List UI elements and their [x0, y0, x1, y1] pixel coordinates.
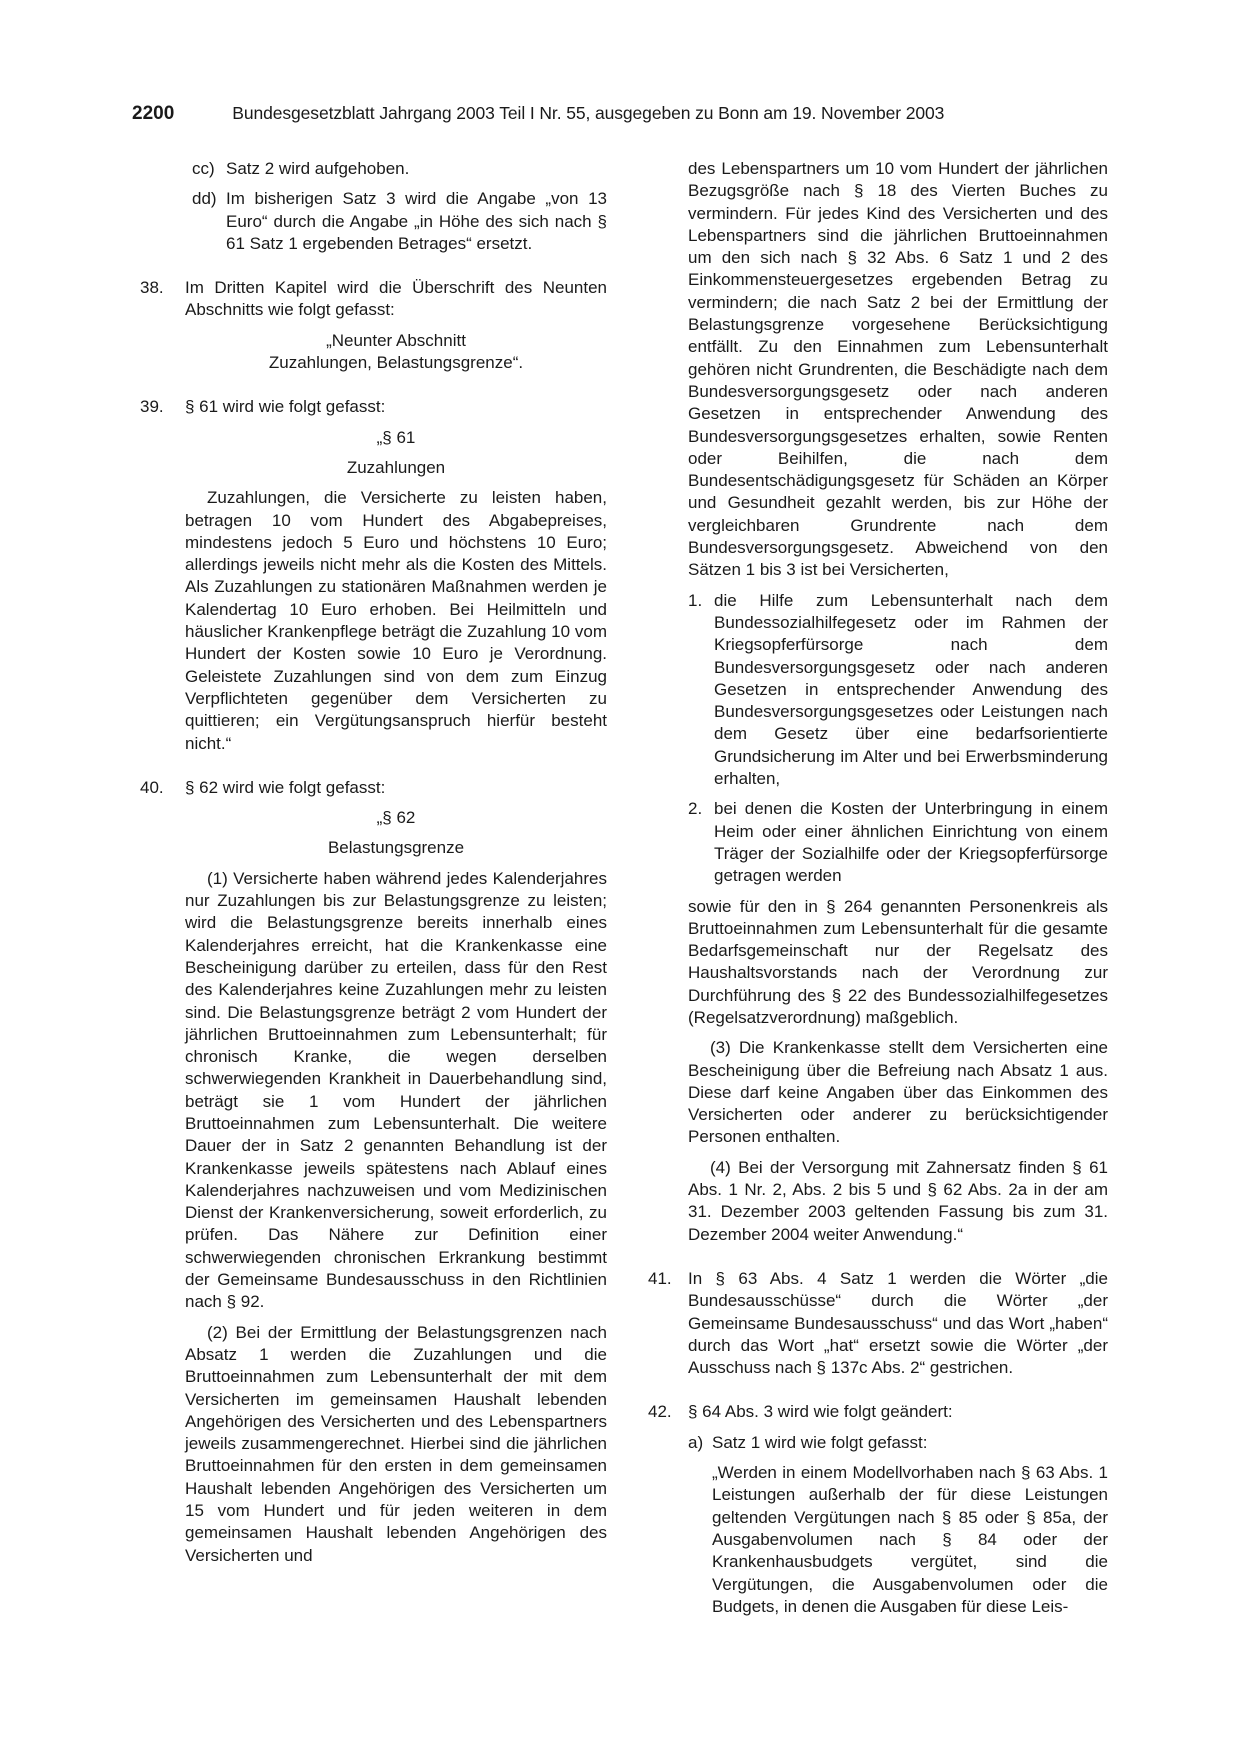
item-number: 41.	[648, 1268, 672, 1288]
item-number: 38.	[140, 278, 164, 298]
section-number: „§ 61	[376, 427, 416, 447]
item-42	[648, 1401, 1108, 1423]
quote-line-2: Zuzahlungen, Belastungsgrenze“.	[268, 353, 524, 373]
section-title: Zuzahlungen	[346, 457, 446, 477]
list-text: die Hilfe zum Lebensunterhalt nach dem Bundessozialhilfegesetz oder im Rahmen der Kriegsopferfürsorge nach dem Bundesversorgungsgesetz oder nach anderen Gesetzen in entsprechender Anwendung des Bundesversorgungsgesetzes oder Leistungen nach dem Gesetz über eine bedarfsorientierte Grundsicherung im Alter und bei Erwerbsminderung erhalten,	[714, 590, 1108, 789]
paragraph-2: (2) Bei der Ermittlung der Belastungsgrenzen nach Absatz 1 werden die Zuzahlungen und die Bruttoeinnahmen zum Lebensunterhalt der mit dem Versicherten im gemeinsamen Haushalt lebenden Angehörigen des Versicherten und des Lebenspartners jeweils zusammengerechnet. Hierbei sind die jährlichen Bruttoeinnahmen für den ersten in dem gemeinsamen Haushalt lebenden Angehörigen des Versicherten um 15 vom Hundert und für jeden weiteren in dem gemeinsamen Haushalt lebenden Angehörigen des Versicherten und	[185, 1322, 607, 1565]
item-text: Satz 1 wird wie folgt gefasst:	[712, 1432, 928, 1452]
list-item-2	[688, 798, 1108, 887]
left-column	[140, 158, 607, 1567]
item-41	[648, 1268, 1108, 1379]
right-column	[648, 158, 1108, 1618]
section-title: Belastungsgrenze	[327, 838, 465, 858]
paragraph-4: (4) Bei der Versorgung mit Zahnersatz finden § 61 Abs. 1 Nr. 2, Abs. 2 bis 5 und § 62 Abs. 2a in der am 31. Dezember 2003 geltenden Fassung bis zum 31. Dezember 2004 weiter Anwendung.“	[688, 1157, 1108, 1244]
item-text: Satz 2 wird aufgehoben.	[226, 159, 410, 178]
item-40	[140, 777, 607, 799]
list-number: 1.	[688, 590, 703, 610]
section-paragraph: Zuzahlungen, die Versicherte zu leisten haben, betragen 10 vom Hundert des Abgabepreises, mindestens jedoch 5 Euro und höchstens 10 Euro; allerdings jeweils nicht mehr als die Kosten des Mittels. Als Zuzahlungen zu stationären Maßnahmen werden je Kalendertag 10 Euro erhoben. Bei Heilmitteln und häuslicher Krankenpflege beträgt die Zuzahlung 10 vom Hundert der Kosten sowie 10 Euro je Verordnung. Geleistete Zuzahlungen sind von dem zum Einzug Verpflichteten gegenüber dem Versicherten zu quittieren; ein Vergütungsanspruch hierfür besteht nicht.“	[185, 488, 607, 753]
paragraph-3: (3) Die Krankenkasse stellt dem Versicherten eine Bescheinigung über die Befreiung nach Absatz 1 aus. Diese darf keine Angaben über das Einkommen des Versicherten oder anderer zu berücksichtigender Personen enthalten.	[688, 1038, 1108, 1147]
page-header	[132, 103, 1112, 133]
list-number: 2.	[688, 799, 703, 819]
item-number: 42.	[648, 1402, 672, 1422]
quoted-text: „Werden in einem Modellvorhaben nach § 63 Abs. 1 Leistungen außerhalb der für diese Leistungen geltenden Vergütungen nach § 85 oder § 85a, der Ausgabenvolumen nach § 84 oder der Krankenhausbudgets vergütet, sind die Vergütungen, die Ausgabenvolumen oder die Budgets, in denen die Ausgaben für diese Leis-	[712, 1463, 1108, 1616]
item-text: § 62 wird wie folgt gefasst:	[185, 777, 386, 797]
quoted-heading	[185, 330, 607, 375]
list-item-1	[688, 590, 1108, 791]
item-dd	[192, 188, 607, 255]
section-62	[185, 807, 607, 1567]
item-text: Im Dritten Kapitel wird die Überschrift des Neunten Abschnitts wie folgt gefasst:	[185, 278, 607, 320]
item-text: § 61 wird wie folgt gefasst:	[185, 397, 386, 417]
item-label: dd)	[192, 189, 217, 209]
item-39	[140, 396, 607, 418]
item-label: cc)	[192, 159, 215, 178]
list-text: bei denen die Kosten der Unterbringung in einem Heim oder einer ähnlichen Einrichtung von einem Träger der Sozialhilfe oder der Kriegsopferfürsorge getragen werden	[714, 799, 1108, 886]
continued-paragraph: des Lebenspartners um 10 vom Hundert der jährlichen Bezugsgröße nach § 18 des Vierten Buches zu vermindern. Für jedes Kind des Versicherten und des Lebenspartners sind die jährlichen Bruttoeinnahmen um den sich nach § 32 Abs. 6 Satz 1 und 2 des Einkommensteuergesetzes ergebenden Betrag zu vermindern; die nach Satz 2 bei der Ermittlung der Belastungsgrenze vorgesehene Berücksichtigung entfällt. Zu den Einnahmen zum Lebensunterhalt gehören nicht Grundrenten, die Beschädigte nach dem Bundesversorgungsgesetz oder nach anderen Gesetzen in entsprechender Anwendung des Bundesversorgungsgesetzes erhalten, sowie Renten oder Beihilfen, die nach dem Bundesentschädigungsgesetz für Schäden an Körper und Gesundheit gezahlt werden, bis zur Höhe der vergleichbaren Grundrente nach dem Bundesversorgungsgesetz. Abweichend von den Sätzen 1 bis 3 ist bei Versicherten,	[688, 159, 1108, 580]
item-cc	[192, 158, 607, 180]
item-label: a)	[688, 1432, 704, 1452]
item-text: § 64 Abs. 3 wird wie folgt geändert:	[688, 1402, 953, 1422]
continued-text	[688, 158, 1108, 1246]
item-text: In § 63 Abs. 4 Satz 1 werden die Wörter „die Bundesausschüsse“ durch die Wörter „der Gemeinsame Bundesausschuss“ und das Wort „haben“ durch das Wort „hat“ ersetzt sowie die Wörter „der Ausschuss nach § 137c Abs. 2“ gestrichen.	[688, 1268, 1108, 1378]
quote-line-1: „Neunter Abschnitt	[326, 330, 466, 350]
item-38	[140, 277, 607, 322]
item-number: 39.	[140, 397, 164, 417]
after-list-paragraph: sowie für den in § 264 genannten Personenkreis als Bruttoeinnahmen zum Lebensunterhalt für die gesamte Bedarfsgemeinschaft nur der Regelsatz des Haushaltsvorstands nach der Verordnung zur Durchführung des § 22 des Bundessozialhilfegesetzes (Regelsatzverordnung) maßgeblich.	[688, 896, 1108, 1027]
running-head: Bundesgesetzblatt Jahrgang 2003 Teil I Nr. 55, ausgegeben zu Bonn am 19. November 2003	[232, 103, 945, 123]
paragraph-1: (1) Versicherte haben während jedes Kalenderjahres nur Zuzahlungen bis zur Belastungsgrenze zu leisten; wird die Belastungsgrenze bereits innerhalb eines Kalenderjahres erreicht, hat die Krankenkasse eine Bescheinigung darüber zu erteilen, dass für den Rest des Kalenderjahres keine Zuzahlungen mehr zu leisten sind. Die Belastungsgrenze beträgt 2 vom Hundert der jährlichen Bruttoeinnahmen zum Lebensunterhalt; für chronisch Kranke, die wegen derselben schwerwiegenden Krankheit in Dauerbehandlung sind, beträgt sie 1 vom Hundert der jährlichen Bruttoeinnahmen zum Lebensunterhalt. Die weitere Dauer der in Satz 2 genannten Behandlung ist der Krankenkasse jeweils spätestens nach Ablauf eines Kalenderjahres nachzuweisen und vom Medizinischen Dienst der Krankenversicherung, soweit erforderlich, zu prüfen. Das Nähere zur Definition einer schwerwiegenden chronischen Erkrankung bestimmt der Gemeinsame Bundesausschuss in den Richtlinien nach § 92.	[185, 868, 607, 1312]
item-a	[688, 1432, 1108, 1454]
section-number: „§ 62	[376, 808, 416, 828]
page-number: 2200	[132, 103, 175, 124]
item-text: Im bisherigen Satz 3 wird die Angabe „von 13 Euro“ durch die Angabe „in Höhe des sich nach § 61 Satz 1 ergebenden Betrages“ ersetzt.	[226, 189, 607, 253]
item-number: 40.	[140, 777, 164, 797]
section-61	[185, 427, 607, 755]
